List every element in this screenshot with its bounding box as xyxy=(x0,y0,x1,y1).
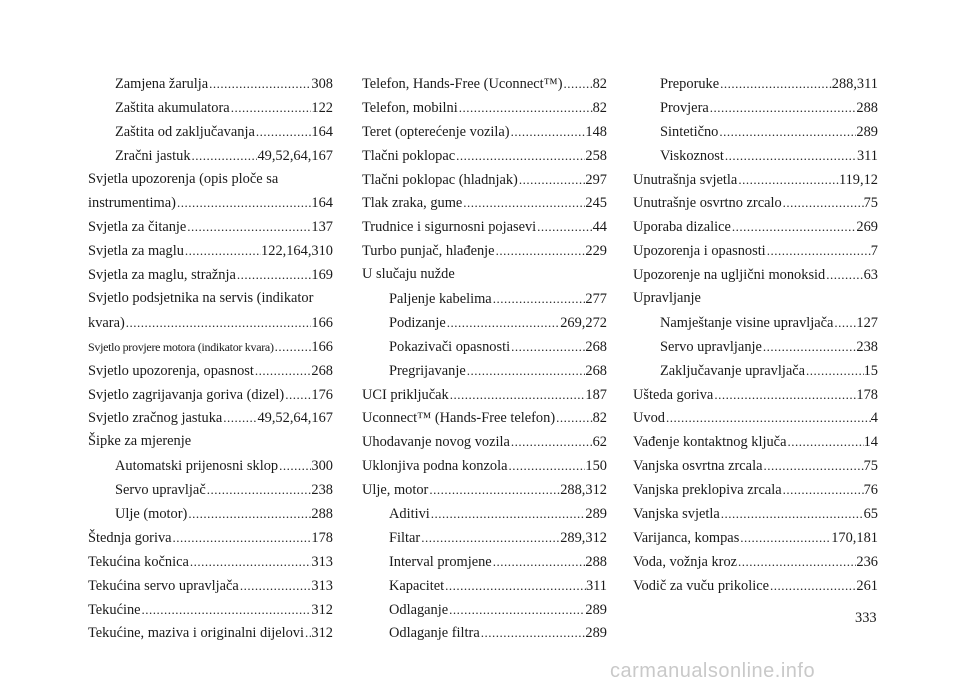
index-entry xyxy=(633,430,878,454)
index-entry-label: Servo upravljanje xyxy=(660,338,762,355)
dot-leader xyxy=(769,574,856,598)
index-entry xyxy=(633,144,878,168)
index-entry xyxy=(362,454,607,478)
index-entry xyxy=(633,550,878,574)
dot-leader xyxy=(455,144,585,168)
index-entry-label: Svjetla za maglu, stražnja xyxy=(88,267,236,284)
index-entry-label: Preporuke xyxy=(660,76,720,92)
index-entry-label: Vodič za vuču prikolice xyxy=(633,577,770,594)
dot-leader xyxy=(737,550,856,574)
index-entry-page: 258 xyxy=(585,147,607,164)
index-entry-label: Automatski prijenosni sklop xyxy=(115,458,279,475)
dot-leader xyxy=(724,144,857,168)
index-entry-page: 122 xyxy=(311,99,333,116)
index-entry-label: Unutrašnja svjetla xyxy=(633,171,738,188)
dot-leader xyxy=(187,502,311,526)
index-entry xyxy=(362,526,607,550)
index-entry-page: 76 xyxy=(863,482,878,499)
index-column-left xyxy=(88,72,333,645)
index-entry xyxy=(362,120,607,144)
index-entry xyxy=(88,526,333,550)
index-entry-label: Podizanje xyxy=(389,314,446,331)
index-entry-label: Uklonjiva podna konzola xyxy=(362,458,508,475)
index-entry-label: Svjetla za čitanje xyxy=(88,219,187,236)
dot-leader xyxy=(206,478,312,502)
index-entry xyxy=(362,621,607,645)
index-entry-label: Šipke za mjerenje xyxy=(88,433,192,450)
index-entry xyxy=(362,335,607,359)
index-entry-page: 288,311 xyxy=(831,76,878,92)
index-entry-page: 122,164,310 xyxy=(261,243,333,260)
index-entry-page: 269 xyxy=(856,219,878,236)
index-entry-page: 49,52,64,167 xyxy=(257,147,333,164)
index-entry-page: 119,12 xyxy=(838,171,878,188)
index-entry xyxy=(633,263,878,287)
index-entry xyxy=(362,191,607,215)
index-entry-page: 313 xyxy=(311,553,333,570)
dot-leader xyxy=(762,454,863,478)
index-entry xyxy=(88,406,333,430)
dot-leader xyxy=(762,335,857,359)
dot-leader xyxy=(446,311,560,335)
index-entry-page: 49,52,64,167 xyxy=(257,410,333,427)
index-entry xyxy=(88,598,333,622)
index-entry-label: Aditivi xyxy=(389,506,430,523)
index-entry-label: Tlak zraka, gume xyxy=(362,195,463,212)
index-entry xyxy=(362,430,607,454)
index-entry-page: 148 xyxy=(585,123,607,140)
index-entry xyxy=(362,215,607,239)
index-entry xyxy=(88,287,333,311)
dot-leader xyxy=(239,574,312,598)
index-column-right xyxy=(633,72,878,598)
dot-leader xyxy=(713,383,856,407)
index-entry-label: U slučaju nužde xyxy=(362,266,455,283)
dot-leader xyxy=(172,526,312,550)
index-entry-page: 268 xyxy=(585,362,607,379)
index-entry xyxy=(633,335,878,359)
index-entry-label: Pokazivači opasnosti xyxy=(389,338,511,355)
index-entry xyxy=(362,502,607,526)
dot-leader xyxy=(176,191,311,215)
dot-leader xyxy=(125,311,312,335)
index-entry-label: Svjetlo zračnog jastuka xyxy=(88,410,223,427)
index-entry-page: 289 xyxy=(856,123,878,140)
dot-leader xyxy=(495,239,586,263)
dot-leader xyxy=(448,598,585,622)
index-entry-page: 269,272 xyxy=(560,314,607,331)
index-entry xyxy=(633,406,878,430)
index-entry xyxy=(362,287,607,311)
index-entry-page: 164 xyxy=(311,123,333,140)
index-entry xyxy=(633,191,878,215)
index-entry-label: Odlaganje filtra xyxy=(389,625,480,642)
dot-leader xyxy=(665,406,871,430)
dot-leader xyxy=(255,120,312,144)
dot-leader xyxy=(254,359,312,383)
index-entry xyxy=(88,168,333,192)
dot-leader xyxy=(709,96,857,120)
index-entry-page: 14 xyxy=(863,434,878,451)
dot-leader xyxy=(718,120,856,144)
dot-leader xyxy=(458,96,593,120)
index-entry-label: Telefon, Hands-Free (Uconnect™) xyxy=(362,76,563,92)
index-entry xyxy=(88,311,333,335)
index-entry-page: 288 xyxy=(585,553,607,570)
index-entry-page: 268 xyxy=(311,362,333,379)
dot-leader xyxy=(222,406,257,430)
index-entry-label: Turbo punjač, hlađenje xyxy=(362,243,495,260)
index-entry-label: Interval promjene xyxy=(389,553,492,570)
index-entry-page: 82 xyxy=(592,99,607,116)
dot-leader xyxy=(536,215,592,239)
index-entry xyxy=(88,72,333,96)
index-entry xyxy=(362,239,607,263)
dot-leader xyxy=(230,96,312,120)
dot-leader xyxy=(304,621,311,645)
index-entry xyxy=(88,263,333,287)
index-entry-label: Namještanje visine upravljača xyxy=(660,314,834,331)
dot-leader xyxy=(480,621,586,645)
index-entry-page: 277 xyxy=(585,291,607,308)
index-entry xyxy=(88,335,333,359)
index-entry-label: Upozorenje na ugljični monoksid xyxy=(633,267,826,284)
dot-leader xyxy=(518,168,586,192)
index-entry-label: Upravljanje xyxy=(633,290,701,307)
index-entry-label: Zaključavanje upravljača xyxy=(660,362,806,379)
index-entry xyxy=(88,359,333,383)
dot-leader xyxy=(236,263,312,287)
dot-leader xyxy=(833,311,856,335)
dot-leader xyxy=(731,215,857,239)
index-entry-page: 82 xyxy=(592,76,607,92)
index-entry-label: Sintetično xyxy=(660,123,719,140)
index-entry-label: Uconnect™ (Hands-Free telefon) xyxy=(362,410,556,427)
dot-leader xyxy=(720,502,864,526)
index-entry xyxy=(88,191,333,215)
index-entry-label: Svjetlo zagrijavanja goriva (dizel) xyxy=(88,386,285,403)
index-entry-page: 313 xyxy=(311,577,333,594)
dot-leader xyxy=(766,239,871,263)
index-entry-page: 308 xyxy=(311,76,333,92)
index-entry xyxy=(362,598,607,622)
index-entry xyxy=(362,383,607,407)
index-entry xyxy=(88,96,333,120)
index-entry xyxy=(362,263,607,287)
index-entry-label: Odlaganje xyxy=(389,601,449,618)
index-entry xyxy=(362,359,607,383)
index-entry-label: Ulje, motor xyxy=(362,482,429,499)
index-entry xyxy=(633,383,878,407)
index-entry-page: 187 xyxy=(585,386,607,403)
index-entry xyxy=(633,478,878,502)
index-entry-page: 150 xyxy=(585,458,607,475)
index-entry-page: 4 xyxy=(870,410,878,427)
dot-leader xyxy=(466,359,586,383)
index-entry xyxy=(633,526,878,550)
index-entry-label: UCI priključak xyxy=(362,386,449,403)
index-entry-label: Teret (opterećenje vozila) xyxy=(362,123,510,140)
dot-leader xyxy=(428,478,560,502)
index-entry-label: Zaštita akumulatora xyxy=(115,99,230,116)
dot-leader xyxy=(510,430,593,454)
index-column-middle xyxy=(362,72,607,645)
index-entry xyxy=(633,120,878,144)
index-entry-page: 62 xyxy=(592,434,607,451)
page-number: 333 xyxy=(855,610,877,626)
dot-leader xyxy=(284,383,311,407)
index-entry-page: 297 xyxy=(585,171,607,188)
dot-leader xyxy=(510,335,585,359)
index-entry-page: 300 xyxy=(311,458,333,475)
index-entry xyxy=(362,550,607,574)
index-entry-label: Zaštita od zaključavanja xyxy=(115,123,255,140)
dot-leader xyxy=(739,526,831,550)
dot-leader xyxy=(420,526,560,550)
index-entry-label: Pregrijavanje xyxy=(389,362,466,379)
dot-leader xyxy=(189,550,312,574)
dot-leader xyxy=(555,406,593,430)
index-entry-page: 7 xyxy=(870,243,878,260)
index-entry xyxy=(633,72,878,96)
index-entry xyxy=(88,215,333,239)
index-entry xyxy=(88,120,333,144)
index-entry xyxy=(88,454,333,478)
index-entry-label: Filtar xyxy=(389,529,421,546)
index-entry-label: Tlačni poklopac xyxy=(362,147,456,164)
index-entry-page: 166 xyxy=(311,314,333,331)
index-entry-label: Svjetlo upozorenja, opasnost xyxy=(88,362,254,379)
dot-leader xyxy=(507,454,585,478)
dot-leader xyxy=(278,454,311,478)
index-entry-label: Tekućina servo upravljača xyxy=(88,577,239,594)
index-entry-label: instrumentima) xyxy=(88,195,176,212)
dot-leader xyxy=(141,598,312,622)
index-entry-label: Upozorenja i opasnosti xyxy=(633,243,766,260)
index-entry-page: 261 xyxy=(856,577,878,594)
index-entry xyxy=(633,574,878,598)
index-entry-page: 164 xyxy=(311,195,333,212)
index-entry-label: Provjera xyxy=(660,99,709,116)
index-entry-label: Paljenje kabelima xyxy=(389,291,492,308)
index-entry-page: 15 xyxy=(863,362,878,379)
index-entry-page: 75 xyxy=(863,195,878,212)
index-entry-page: 288,312 xyxy=(560,482,607,499)
index-entry xyxy=(88,574,333,598)
index-entry xyxy=(362,96,607,120)
index-entry-page: 288 xyxy=(311,506,333,523)
index-entry xyxy=(362,72,607,96)
index-entry xyxy=(362,311,607,335)
index-entry xyxy=(88,621,333,645)
index-entry-page: 268 xyxy=(585,338,607,355)
index-entry-label: Servo upravljač xyxy=(115,482,206,499)
index-entry-page: 236 xyxy=(856,553,878,570)
index-entry xyxy=(362,144,607,168)
index-entry-page: 288 xyxy=(856,99,878,116)
watermark: carmanualsonline.info xyxy=(610,660,816,682)
index-entry xyxy=(633,454,878,478)
index-entry xyxy=(88,383,333,407)
index-entry-label: Svjetla upozorenja (opis ploče sa xyxy=(88,170,279,187)
index-entry-page: 311 xyxy=(585,577,607,594)
index-entry-label: Uhodavanje novog vozila xyxy=(362,434,510,451)
index-entry-page: 229 xyxy=(585,243,607,260)
index-entry-page: 137 xyxy=(311,219,333,236)
index-entry-label: Ulje (motor) xyxy=(115,506,188,523)
index-entry-label: Svjetla za maglu xyxy=(88,243,184,260)
index-entry-label: Svjetlo provjere motora (indikator kvara) xyxy=(88,339,274,354)
index-entry-label: Vanjska osvrtna zrcala xyxy=(633,458,763,475)
index-entry xyxy=(633,359,878,383)
index-entry-page: 176 xyxy=(311,386,333,403)
dot-leader xyxy=(274,335,312,359)
index-entry xyxy=(88,478,333,502)
dot-leader xyxy=(563,72,593,96)
dot-leader xyxy=(444,574,586,598)
index-entry-page: 82 xyxy=(592,410,607,427)
dot-leader xyxy=(719,72,832,96)
dot-leader xyxy=(805,359,864,383)
dot-leader xyxy=(492,287,586,311)
index-entry-page: 63 xyxy=(863,267,878,284)
index-entry-label: Trudnice i sigurnosni pojasevi xyxy=(362,219,537,236)
dot-leader xyxy=(186,215,311,239)
index-entry-page: 289 xyxy=(585,506,607,523)
index-entry xyxy=(633,168,878,192)
dot-leader xyxy=(782,191,864,215)
index-entry xyxy=(633,502,878,526)
index-entry-label: Uporaba dizalice xyxy=(633,219,731,236)
dot-leader xyxy=(782,478,864,502)
index-entry-label: Vađenje kontaktnog ključa xyxy=(633,434,787,451)
index-entry-label: Vanjska preklopiva zrcala xyxy=(633,482,782,499)
index-entry-label: Voda, vožnja kroz xyxy=(633,553,738,570)
dot-leader xyxy=(449,383,586,407)
index-entry xyxy=(88,550,333,574)
index-entry-label: Uvod xyxy=(633,410,665,427)
index-entry-label: Tekućina kočnica xyxy=(88,553,189,570)
index-entry-page: 170,181 xyxy=(831,529,878,546)
index-entry xyxy=(633,239,878,263)
index-entry-label: Telefon, mobilni xyxy=(362,99,458,116)
index-entry-page: 65 xyxy=(863,506,878,523)
dot-leader xyxy=(184,239,261,263)
index-entry xyxy=(88,239,333,263)
index-entry-page: 44 xyxy=(592,219,607,236)
index-entry-page: 178 xyxy=(856,386,878,403)
index-entry-label: Štednja goriva xyxy=(88,529,172,546)
index-entry-label: Tekućine, maziva i originalni dijelovi xyxy=(88,625,304,642)
index-entry-label: Viskoznost xyxy=(660,147,724,164)
index-entry-label: Ušteda goriva xyxy=(633,386,714,403)
dot-leader xyxy=(510,120,586,144)
index-entry xyxy=(362,574,607,598)
index-entry xyxy=(633,96,878,120)
index-entry xyxy=(362,478,607,502)
index-entry xyxy=(88,430,333,454)
index-entry-page: 289,312 xyxy=(560,529,607,546)
index-entry-page: 289 xyxy=(585,625,607,642)
index-entry-label: Tlačni poklopac (hladnjak) xyxy=(362,171,518,188)
index-entry-label: Kapacitet xyxy=(389,577,445,594)
index-entry-page: 178 xyxy=(311,529,333,546)
index-entry-page: 169 xyxy=(311,267,333,284)
dot-leader xyxy=(462,191,585,215)
index-entry xyxy=(633,311,878,335)
dot-leader xyxy=(786,430,863,454)
index-entry-page: 127 xyxy=(856,314,878,331)
index-entry-label: Zamjena žarulja xyxy=(115,76,209,92)
index-entry xyxy=(633,215,878,239)
index-entry-page: 75 xyxy=(863,458,878,475)
index-entry-label: Unutrašnje osvrtno zrcalo xyxy=(633,195,782,212)
index-entry-page: 312 xyxy=(311,625,333,642)
index-entry-page: 245 xyxy=(585,195,607,212)
dot-leader xyxy=(191,144,258,168)
index-entry xyxy=(633,287,878,311)
index-entry-label: Svjetlo podsjetnika na servis (indikator xyxy=(88,290,314,307)
index-entry-page: 289 xyxy=(585,601,607,618)
dot-leader xyxy=(208,72,311,96)
index-entry xyxy=(362,168,607,192)
index-entry-label: Vanjska svjetla xyxy=(633,506,720,523)
dot-leader xyxy=(492,550,586,574)
dot-leader xyxy=(737,168,839,192)
index-entry xyxy=(88,144,333,168)
index-entry-label: Zračni jastuk xyxy=(115,147,191,164)
index-entry-label: kvara) xyxy=(88,314,125,331)
index-entry-label: Varijanca, kompas xyxy=(633,529,740,546)
index-entry xyxy=(88,502,333,526)
index-entry-page: 312 xyxy=(311,601,333,618)
dot-leader xyxy=(825,263,863,287)
index-entry-page: 166 xyxy=(311,338,333,355)
index-entry-page: 238 xyxy=(311,482,333,499)
index-entry-page: 311 xyxy=(856,147,878,164)
index-entry-page: 238 xyxy=(856,338,878,355)
index-entry xyxy=(362,406,607,430)
dot-leader xyxy=(430,502,586,526)
index-entry-label: Tekućine xyxy=(88,601,141,618)
